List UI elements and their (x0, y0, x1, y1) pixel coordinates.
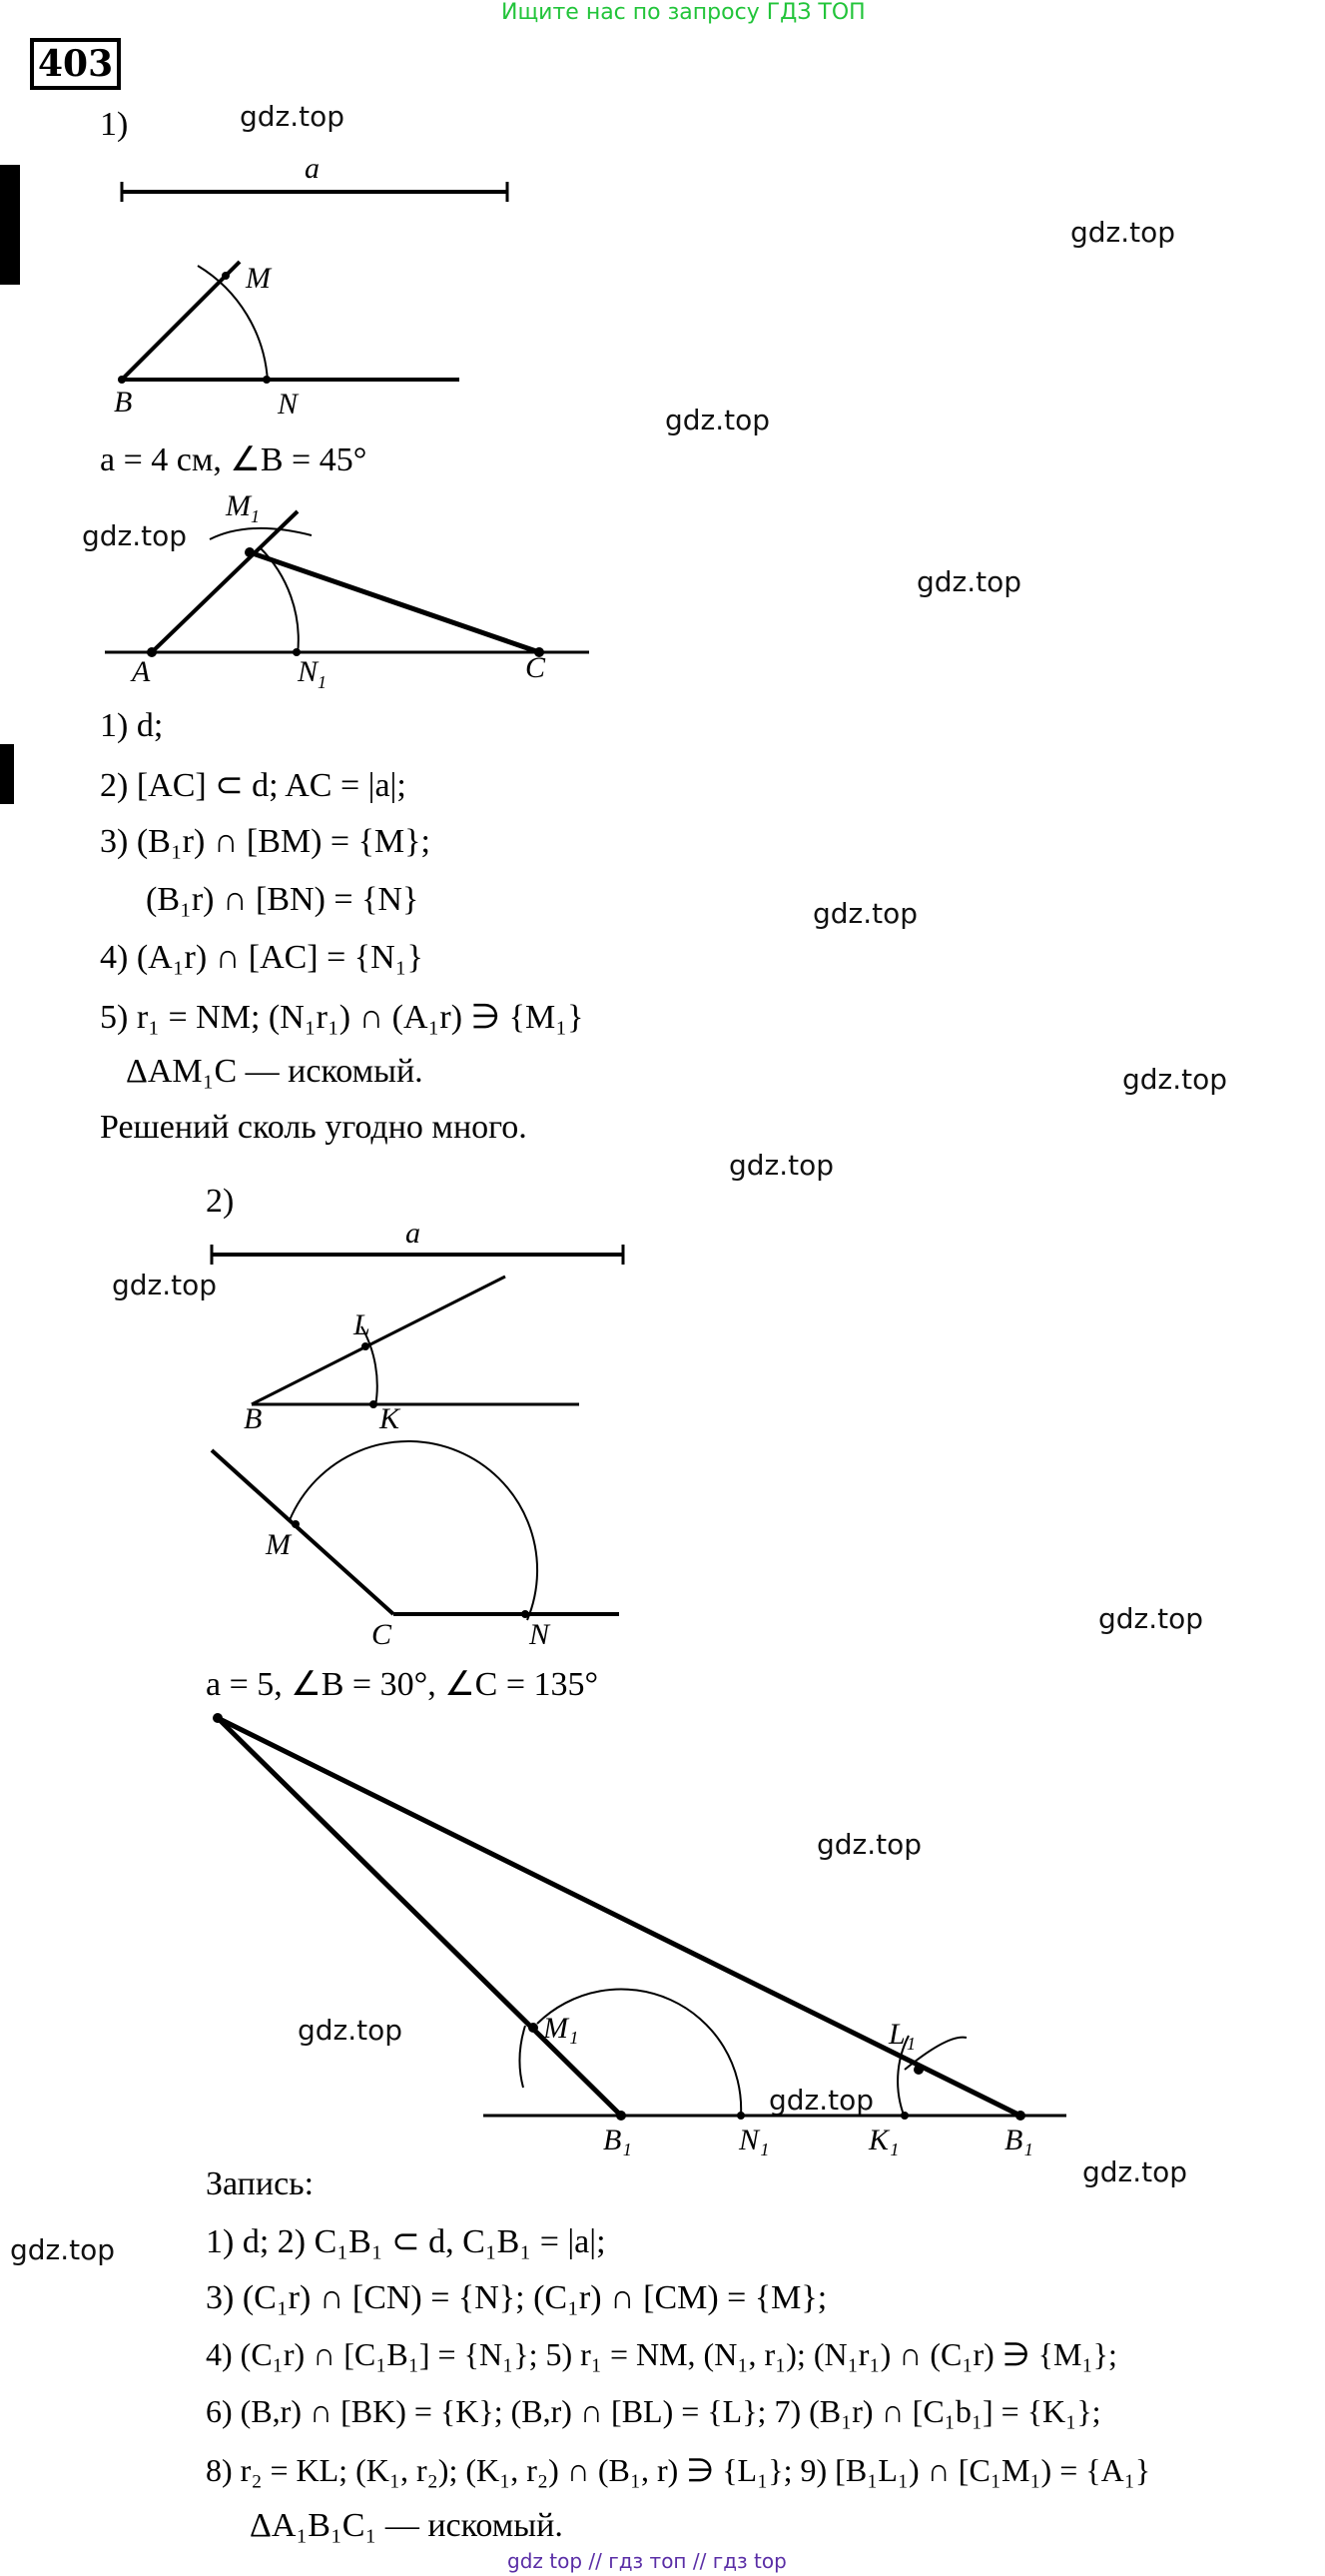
part2-record-title: Запись: (206, 2165, 315, 2202)
part2-record-4: 6) (B,r) ∩ [BK) = {K}; (B,r) ∩ [BL) = {L}; 7) (B₁r) ∩ [C₁b₁] = {K₁}; (206, 2393, 1101, 2429)
part1-segment-label: a (305, 152, 320, 185)
part1-step-1: 1) d; (100, 707, 164, 744)
part1-label-B: B (114, 386, 133, 419)
part1-label-M: M (246, 262, 271, 295)
part1-label-C: C (525, 651, 546, 684)
watermark: gdz.top (813, 897, 919, 930)
part1-label: 1) (100, 106, 129, 143)
watermark: gdz.top (1082, 2155, 1188, 2188)
watermark: gdz.top (917, 565, 1022, 598)
watermark: gdz.top (1122, 1063, 1228, 1096)
bottom-banner: gdz top // гдз топ // гдз top (507, 2549, 787, 2573)
part1-label-A: A (132, 655, 151, 688)
part1-given: a = 4 см, ∠B = 45° (100, 441, 367, 478)
watermark: gdz.top (1070, 216, 1176, 249)
part2-label-C: C (371, 1618, 392, 1651)
part2-record-3: 4) (C₁r) ∩ [C₁B₁] = {N₁}; 5) r₁ = NM, (N₁, r₁); (N₁r₁) ∩ (C₁r) ∋ {M₁}; (206, 2336, 1117, 2372)
part2-label-L: L (353, 1308, 370, 1341)
part1-step-4: 4) (A₁r) ∩ [AC] = {N₁} (100, 939, 423, 976)
part2-label-N1: N₁ (739, 2124, 770, 2156)
scan-mark (0, 744, 14, 804)
part1-step-3: 3) (B₁r) ∩ [BM) = {M}; (100, 823, 430, 860)
watermark: gdz.top (665, 404, 771, 436)
part1-result: ΔAM₁C — искомый. (126, 1053, 423, 1090)
part1-conclusion: Решений сколь угодно много. (100, 1109, 527, 1146)
top-banner: Ищите нас по запросу ГДЗ ТОП (501, 0, 866, 25)
watermark: gdz.top (1098, 1602, 1204, 1635)
part2-label: 2) (206, 1183, 235, 1220)
part1-step-3b: (B₁r) ∩ [BN) = {N} (146, 881, 419, 918)
watermark: gdz.top (10, 2233, 116, 2266)
watermark: gdz.top (769, 2084, 875, 2117)
part1-step-5: 5) r₁ = NM; (N₁r₁) ∩ (A₁r) ∋ {M₁} (100, 999, 584, 1036)
part2-label-M: M (266, 1528, 291, 1561)
part2-label-B1-right: B₁ (1004, 2124, 1033, 2156)
part2-record-2: 3) (C₁r) ∩ [CN) = {N}; (C₁r) ∩ [CM) = {M}; (206, 2279, 828, 2316)
part1-label-N: N (278, 388, 299, 421)
part2-result: ΔA₁B₁C₁ — искомый. (250, 2507, 563, 2544)
watermark: gdz.top (240, 100, 345, 133)
part2-label-M1: M₁ (543, 2012, 579, 2045)
part2-triangle-figure (180, 1698, 1098, 2157)
part2-record-5: 8) r₂ = KL; (K₁, r₂); (K₁, r₂) ∩ (B₁, r) ∋ {L₁}; 9) [B₁L₁) ∩ [C₁M₁) = {A₁} (206, 2452, 1151, 2488)
watermark: gdz.top (298, 2014, 403, 2047)
watermark: gdz.top (817, 1828, 923, 1861)
part2-label-B: B (244, 1402, 263, 1435)
watermark: gdz.top (729, 1149, 835, 1182)
watermark: gdz.top (82, 519, 188, 552)
part1-step-2: 2) [AC] ⊂ d; AC = |a|; (100, 767, 406, 804)
scan-mark (0, 165, 20, 285)
watermark: gdz.top (112, 1269, 218, 1301)
part1-label-N1: $N_1$ (298, 655, 328, 692)
part2-label-K1: K₁ (869, 2124, 900, 2156)
part2-label-N: N (529, 1618, 550, 1651)
problem-number: 403 (30, 38, 121, 90)
part2-label-B1-left: B₁ (603, 2124, 632, 2156)
part2-angle-b-figure (240, 1269, 599, 1428)
part2-label-K: K (379, 1402, 400, 1435)
part2-given: a = 5, ∠B = 30°, ∠C = 135° (206, 1666, 599, 1703)
part1-triangle-figure (100, 499, 599, 679)
part2-record-1: 1) d; 2) C₁B₁ ⊂ d, C₁B₁ = |a|; (206, 2223, 606, 2260)
part1-label-M1: $M_1$ (226, 489, 260, 526)
part2-segment-label: a (405, 1217, 420, 1250)
part2-label-L1: L₁ (889, 2018, 917, 2051)
